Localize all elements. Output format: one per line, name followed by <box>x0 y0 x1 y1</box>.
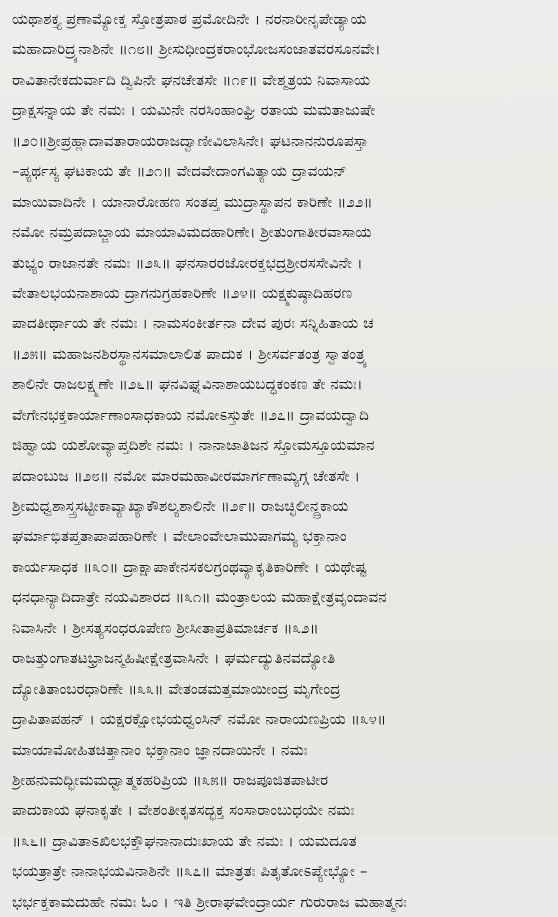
text-line: ದ್ರಾಪಿತಾಪಹನ್ । ಯಕ್ಷರಕ್ಷೋಭಯಧ್ವಂಸಿನ್ ನಮೋ ನಾರಾಯಣಪ್ರಿಯ ॥೩೪॥ <box>12 710 387 729</box>
text-line: ಮಾಯಾಮೋಹಿತಚಿತ್ತಾನಾಂ ಭಕ್ತಾನಾಂ ಜ್ಞಾನದಾಯಿನೇ । ನಮಃ <box>12 740 308 759</box>
text-line: ದ್ರಾಕ್ಷಸನ್ನಾಯ ತೇ ನಮಃ । ಯಮಿನೇ ನರಸಿಂಹಾಂಘ್ರಿ ರತಾಯ ಮಮತಾಜುಷೇ <box>12 101 376 120</box>
text-line: ವೇಗೇನಭಕ್ತಕಾರ್ಯಾಣಾಂಸಾಧಕಾಯ ನಮೋಽಸ್ತುತೇ ॥೨೭॥ ದ್ರಾವಯದ್ವಾದಿ <box>12 405 369 424</box>
text-line: ತುಭ್ಯಂ ರಾಜಾನತೇ ನಮಃ ॥೨೩॥ ಘನಸಾರರಜೋರಕ್ತಭದ್ರಶ್ರೀರಸಸೇವಿನೇ । <box>12 253 363 272</box>
text-line: ಶ್ರೀಹನುಮದ್ಭೀಮಮಧ್ವಾತ್ಮಕಹರಿಪ್ರಿಯ ॥೩೫॥ ರಾಜಪೂಜಿತಪಾಟೀರ <box>12 770 329 789</box>
text-line: ಮಹಾದಾರಿದ್ರ್ಯನಾಶಿನೇ ॥೧೮॥ ಶ್ರೀಸುಧೀಂದ್ರಕರಾಂಭೋಜಸಂಜಾತವರಸೂನವೇ। <box>12 40 381 59</box>
text-line: ॥೩೬॥ ದ್ರಾವಿತಾಽಖಿಲಭಕ್ತೌಘನಾನಾದುಃಖಾಯ ತೇ ನಮಃ । ಯಮದೂತ <box>12 831 357 850</box>
text-line: ನಮೋ ನಮ್ರಪದಾಬ್ಜಾಯ ಮಾಯಾವಿಮದಹಾರಿಣೇ। ಶ್ರೀತುಂಗಾತೀರವಾಸಾಯ <box>12 223 372 242</box>
text-line: ಕಾರ್ಯಸಾಧಕ ॥೩೦॥ ದ್ರಾಕ್ಷಾಪಾಕೇನಸಕಲಗ್ರಂಥವ್ಯಾಕೃತಿಕಾರಿಣೇ । ಯಥೇಷ್ಟ <box>12 557 367 576</box>
text-line: ಭರ್ಭಕ್ತಕಾಮದುಹೇ ನಮಃ ಓಂ । ಇತಿ ಶ್ರೀರಾಘವೇಂದ್ರಾರ್ಯ ಗುರುರಾಜ ಮಹಾತ್ಮನಃ <box>12 892 407 911</box>
text-line: ॥೨೫॥ ಮಹಾಜನಶಿರಸ್ಥಾನಸಮಾಲಾಲಿತ ಪಾದುಕ । ಶ್ರೀಸರ್ವತಂತ್ರ ಸ್ವಾತಂತ್ರ್ಯ <box>12 344 368 363</box>
text-line: ॥೨೦॥ಶ್ರೀಪ್ರಹ್ಲಾದಾವತಾರಾಯರಾಜದ್ವಾಣೀವಿಲಾಸಿನೇ। ಘಟನಾನನುರೂಪಸ್ತಾ <box>12 131 369 150</box>
text-line: –ಪ್ಯರ್ಥಸ್ಯ ಘಟಕಾಯ ತೇ ॥೨೧॥ ವೇದವೇದಾಂಗವಿತ್ಯಾಯ ದ್ರಾವಯನ್ <box>12 162 347 181</box>
text-line: ಪಾದತೀರ್ಥಾಯ ತೇ ನಮಃ । ನಾಮಸಂಕೀರ್ತನಾ ದೇವ ಪುರಃ ಸನ್ನಿಹಿತಾಯ ಚ <box>12 314 374 333</box>
text-line: ರಾವಿತಾನೇಕದುರ್ವಾದಿ ದ್ವಿಪಿನೇ ಘನಚೇತಸೇ ॥೧೯॥ ವೇಶ್ಮತ್ರಯ ನಿವಾಸಾಯ <box>12 70 371 89</box>
text-line: ಜಿಹ್ವಾಯ ಯಶೋವ್ಯಾಪ್ತದಿಶೇ ನಮಃ । ನಾನಾಜಾತಿಜನ ಸ್ತೋಮಸ್ತೂಯಮಾನ <box>12 436 375 455</box>
text-line: ಭಯತ್ರಾತ್ರೇ ನಾನಾಭಯವಿನಾಶಿನೇ ॥೩೭॥ ಮಾತ್ರತಃ ಪಿತೃತೋಽಪ್ಯೇಭ್ಯೋ – <box>12 862 368 881</box>
text-line: ರಾಜತ್ತುಂಗಾತಟಭ್ರಾಜನ್ಮಹಿಷೀಕ್ಷೇತ್ರವಾಸಿನೇ । ಘರ್ಮದ್ಯುತಿನವದ್ಯೋತಿ <box>12 649 336 668</box>
text-line: ದ್ಯೋತಿತಾಂಬರಧಾರಿಣೇ ॥೩೩॥ ವೇತಂಡಮತ್ತಮಾಯೀಂದ್ರ ಮೃಗೇಂದ್ರ <box>12 679 341 698</box>
text-line: ಮಾಯಿವಾದಿನೇ । ಯಾನಾರೋಹಣ ಸಂತಪ್ತ ಮುದ್ರಾಸ್ಥಾಪನ ಕಾರಿಣೇ ॥೨೨॥ <box>12 192 373 211</box>
text-line: ಶ್ರೀಮಧ್ವಶಾಸ್ತ್ರಸಟ್ಟೀಕಾವ್ಯಾಖ್ಯಾಕೌಶಲ್ಯಶಾಲಿನೇ ॥೨೯॥ ರಾಜಚ್ಛಿಲೀನ್ದ್ರಕಾಯ <box>12 497 349 515</box>
text-line: ವೇತಾಲಭಯನಾಶಾಯ ದ್ರಾಗನುಗ್ರಹಕಾರಿಣೇ ॥೨೪॥ ಯಕ್ಷ್ಮಕುಷ್ಠಾದಿಹರಣ <box>12 283 353 302</box>
text-line: ಘರ್ಮಾಭಿತಪ್ತತಾಪಾಪಹಾರಿಣೇ । ವೇಲಾಂವೇಲಾಮುಪಾಗಮ್ಯ ಭಕ್ತಾನಾಂ <box>12 527 347 546</box>
text-line: ಪಾದುಕಾಯ ಘನಾಕೃತೇ । ವೇಶಂತೀಕೃತಸದ್ಭಕ್ತ ಸಂಸಾರಾಂಬುಧಯೇ ನಮಃ <box>12 801 355 820</box>
text-line: ಧನಧಾನ್ಯಾದಿದಾತ್ರೇ ನಯವಿಶಾರದ ॥೩೧॥ ಮಂತ್ರಾಲಯ ಮಹಾಕ್ಷೇತ್ರವೃಂದಾವನ <box>12 588 387 607</box>
text-line: ಯಥಾಶಕ್ತ್ಯ ಪ್ರಣಾಮ್ಯೋಕ್ತ ಸ್ತೋತ್ರಪಾಠ ಪ್ರಮೋದಿನೇ । ನರನಾರೀನೃಪೇಡ್ಯಾಯ <box>12 10 367 28</box>
text-line: ಶಾಲಿನೇ ರಾಜಲಕ್ಷ್ಮಣೇ ॥೨೬॥ ಘನವಿಘ್ನವಿನಾಶಾಯಬದ್ಧಕಂಕಣ ತೇ ನಮಃ। <box>12 375 363 394</box>
text-line: ನಿವಾಸಿನೇ । ಶ್ರೀಸತ್ಯಸಂಧರೂಪೇಣ ಶ್ರೀಸೀತಾಪ್ರತಿಮಾರ್ಚಕ ॥೩೨॥ <box>12 618 319 637</box>
text-line: ಪದಾಂಬುಜ ॥೨೮॥ ನಮೋ ಮಾರಮಹಾವೀರಮಾರ್ಗಣಾಮ್ಯಗ್ಗ ಚೇತಸೇ । <box>12 466 361 485</box>
